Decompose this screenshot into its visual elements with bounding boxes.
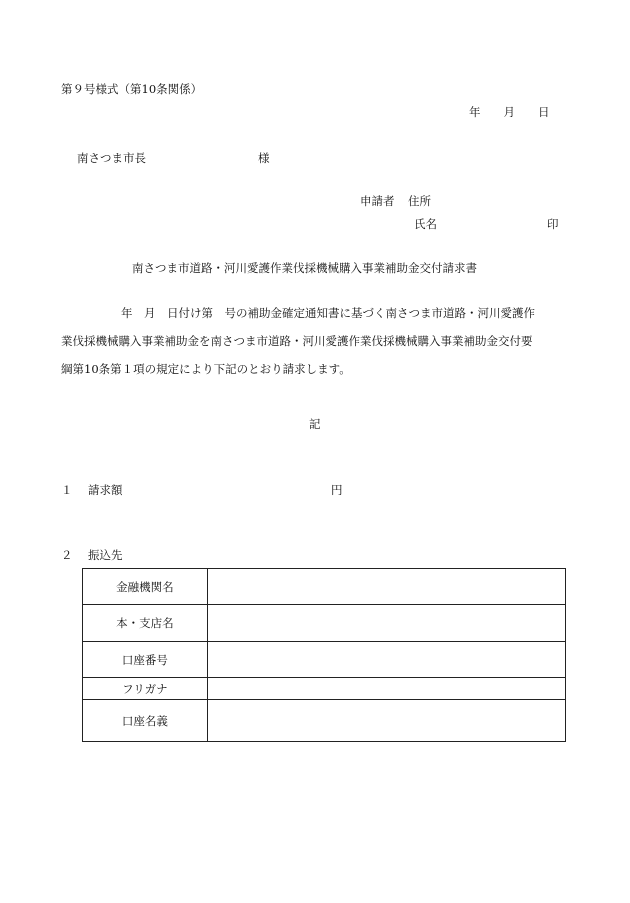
applicant-label: 申請者 bbox=[360, 194, 395, 208]
applicant-seal: 印 bbox=[547, 217, 559, 231]
date-line: 年 月 日 bbox=[469, 105, 550, 119]
table-row bbox=[83, 605, 566, 642]
account-number-value[interactable] bbox=[207, 642, 565, 678]
document-title: 南さつま市道路・河川愛護作業伐採機械購入事業補助金交付請求書 bbox=[132, 261, 477, 275]
request-amount-label: 請求額 bbox=[88, 483, 123, 497]
form-number: 第９号様式（第10条関係） bbox=[61, 82, 203, 96]
branch-name-value[interactable] bbox=[207, 605, 565, 642]
table-row bbox=[83, 678, 566, 700]
furigana-label: フリガナ bbox=[83, 678, 208, 700]
ki-heading: 記 bbox=[309, 417, 321, 431]
addressee-name: 南さつま市長 bbox=[77, 151, 146, 165]
bank-account-table bbox=[82, 568, 566, 742]
addressee-honorific: 様 bbox=[258, 151, 270, 165]
table-row bbox=[83, 642, 566, 678]
table-row bbox=[83, 700, 566, 742]
request-amount-number: １ bbox=[61, 483, 73, 497]
body-line-3: 綱第10条第１項の規定により下記のとおり請求します。 bbox=[61, 362, 351, 376]
transfer-number: ２ bbox=[61, 548, 73, 562]
account-number-label: 口座番号 bbox=[83, 642, 208, 678]
bank-name-label: 金融機関名 bbox=[83, 569, 208, 605]
transfer-label: 振込先 bbox=[88, 548, 123, 562]
furigana-value[interactable] bbox=[207, 678, 565, 700]
account-holder-value[interactable] bbox=[207, 700, 565, 742]
body-paragraph bbox=[61, 299, 571, 383]
branch-name-label: 本・支店名 bbox=[83, 605, 208, 642]
applicant-name-label: 氏名 bbox=[414, 217, 437, 231]
request-amount-unit: 円 bbox=[331, 483, 343, 497]
applicant-address-label: 住所 bbox=[408, 194, 431, 208]
table-row bbox=[83, 569, 566, 605]
account-holder-label: 口座名義 bbox=[83, 700, 208, 742]
body-line-2: 業伐採機械購入事業補助金を南さつま市道路・河川愛護作業伐採機械購入事業補助金交付要 bbox=[61, 334, 533, 348]
body-line-1: 年 月 日付け第 号の補助金確定通知書に基づく南さつま市道路・河川愛護作 bbox=[121, 306, 535, 320]
bank-name-value[interactable] bbox=[207, 569, 565, 605]
